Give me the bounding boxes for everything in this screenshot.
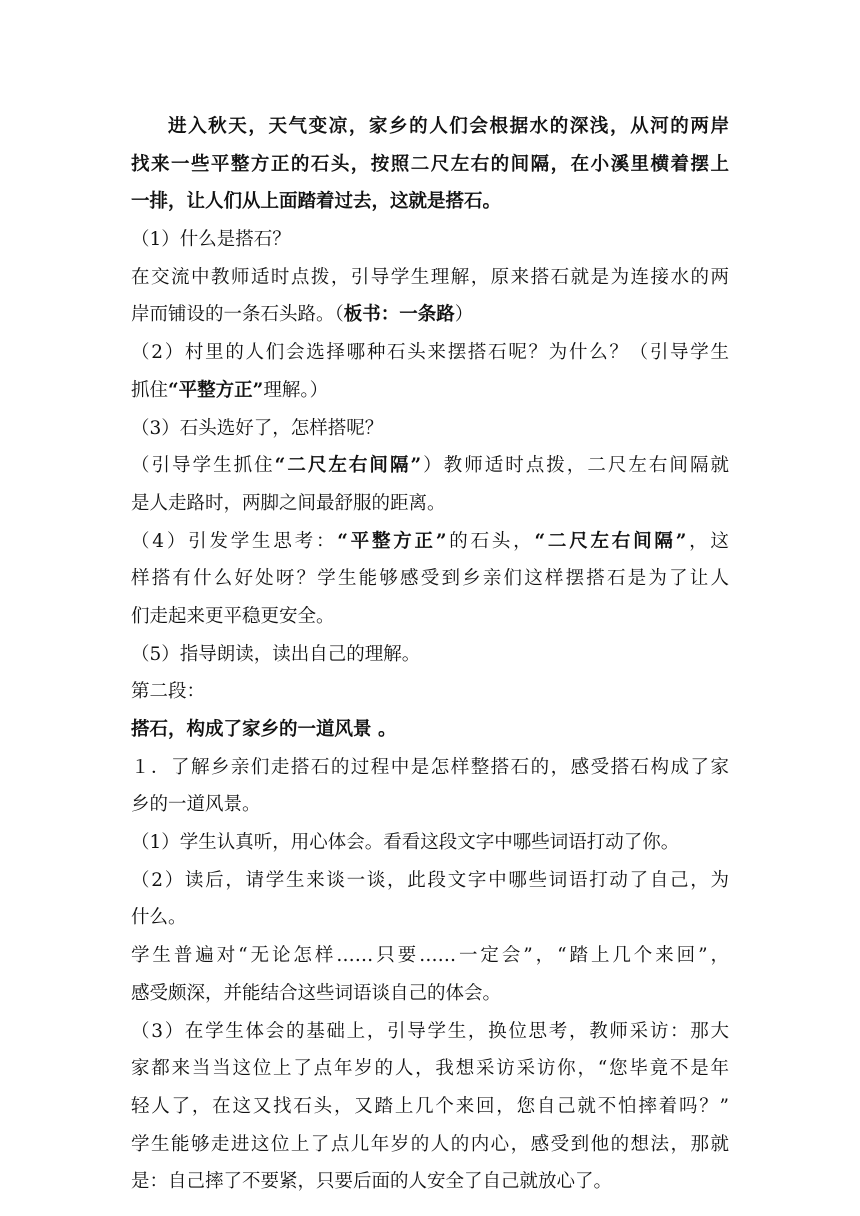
document-body xyxy=(131,108,729,1201)
emphasis-text: “平整方正” xyxy=(337,530,447,552)
paragraph-intro-line-1: 进入秋天，天气变凉，家乡的人们会根据水的深浅，从河的两岸 xyxy=(168,116,729,137)
question-5: （5）指导朗读，读出自己的理解。 xyxy=(131,643,421,665)
sub-item-1: （1）学生认真听，用心体会。看看这段文字中哪些词语打动了你。 xyxy=(131,832,680,854)
section-heading: 第二段： xyxy=(131,681,206,703)
item-1-line-1: １．了解乡亲们走搭石的过程中是怎样整搭石的，感受搭石构成了家 xyxy=(131,756,729,778)
text-segment: 岸而铺设的一条石头路。（ xyxy=(131,304,344,326)
answer-1-line-1: 在交流中教师适时点拨，引导学生理解，原来搭石就是为连接水的两 xyxy=(131,266,729,288)
text-segment: ） xyxy=(454,304,474,326)
sub-item-3-line-1: （3）在学生体会的基础上，引导学生，换位思考，教师采访：那大 xyxy=(131,1020,729,1042)
sub-item-2-line-2: 什么。 xyxy=(131,907,187,929)
student-response-line-2: 感受颇深，并能结合这些词语谈自己的体会。 xyxy=(131,982,502,1004)
question-1: （1）什么是搭石？ xyxy=(131,229,291,251)
answer-3-line-2: 是人走路时，两脚之间最舒服的距离。 xyxy=(131,492,446,514)
text-segment: ）教师适时点拨，二尺左右间隔就 xyxy=(421,455,729,477)
student-response-line-1: 学生普遍对“无论怎样……只要……一定会”，“踏上几个来回”， xyxy=(131,945,729,967)
section-subheading: 搭石，构成了家乡的一道风景 。 xyxy=(131,719,397,740)
paragraph-intro-line-2: 找来一些平整方正的石头，按照二尺左右的间隔，在小溪里横着摆上 xyxy=(131,153,729,175)
question-2-line-1: （2）村里的人们会选择哪种石头来摆搭石呢？为什么？（引导学生 xyxy=(131,342,729,364)
text-segment: （4）引发学生思考： xyxy=(131,530,338,552)
text-segment: （引导学生抓住 xyxy=(131,455,275,477)
sub-item-2-line-1: （2）读后，请学生来谈一谈，此段文字中哪些词语打动了自己，为 xyxy=(131,869,729,891)
text-segment: ，这 xyxy=(686,530,729,552)
answer-1-line-2 xyxy=(131,296,729,334)
question-4-line-2: 样搭有什么好处呀？学生能够感受到乡亲们这样摆搭石是为了让人 xyxy=(131,568,729,590)
question-3: （3）石头选好了，怎样搭呢？ xyxy=(131,417,384,439)
text-segment: 抓住 xyxy=(131,379,169,401)
sub-item-3-line-3: 轻人了，在这又找石头，又踏上几个来回，您自己就不怕摔着吗？” xyxy=(131,1095,729,1117)
answer-3-line-1 xyxy=(131,447,729,485)
item-1-line-2: 乡的一道风景。 xyxy=(131,794,261,816)
emphasis-text: “二尺左右间隔” xyxy=(274,455,422,477)
sub-item-3-line-2: 家都来当当这位上了点年岁的人，我想采访采访你，“您毕竟不是年 xyxy=(131,1058,729,1080)
question-4-line-1 xyxy=(131,523,729,561)
blackboard-note: 板书：一条路 xyxy=(343,304,455,326)
emphasis-text: “二尺左右间隔” xyxy=(534,530,687,552)
sub-item-3-line-4: 学生能够走进这位上了点儿年岁的人的内心，感受到他的想法，那就 xyxy=(131,1133,729,1155)
emphasis-text: “平整方正” xyxy=(168,379,264,401)
question-4-line-3: 们走起来更平稳更安全。 xyxy=(131,605,335,627)
text-segment: 的石头， xyxy=(446,530,535,552)
sub-item-3-line-5: 是：自己摔了不要紧，只要后面的人安全了自己就放心了。 xyxy=(131,1171,613,1193)
paragraph-intro-line-3: 一排，让人们从上面踏着过去，这就是搭石。 xyxy=(131,191,502,213)
text-segment: 理解。） xyxy=(263,379,329,401)
question-2-line-2 xyxy=(131,372,729,410)
